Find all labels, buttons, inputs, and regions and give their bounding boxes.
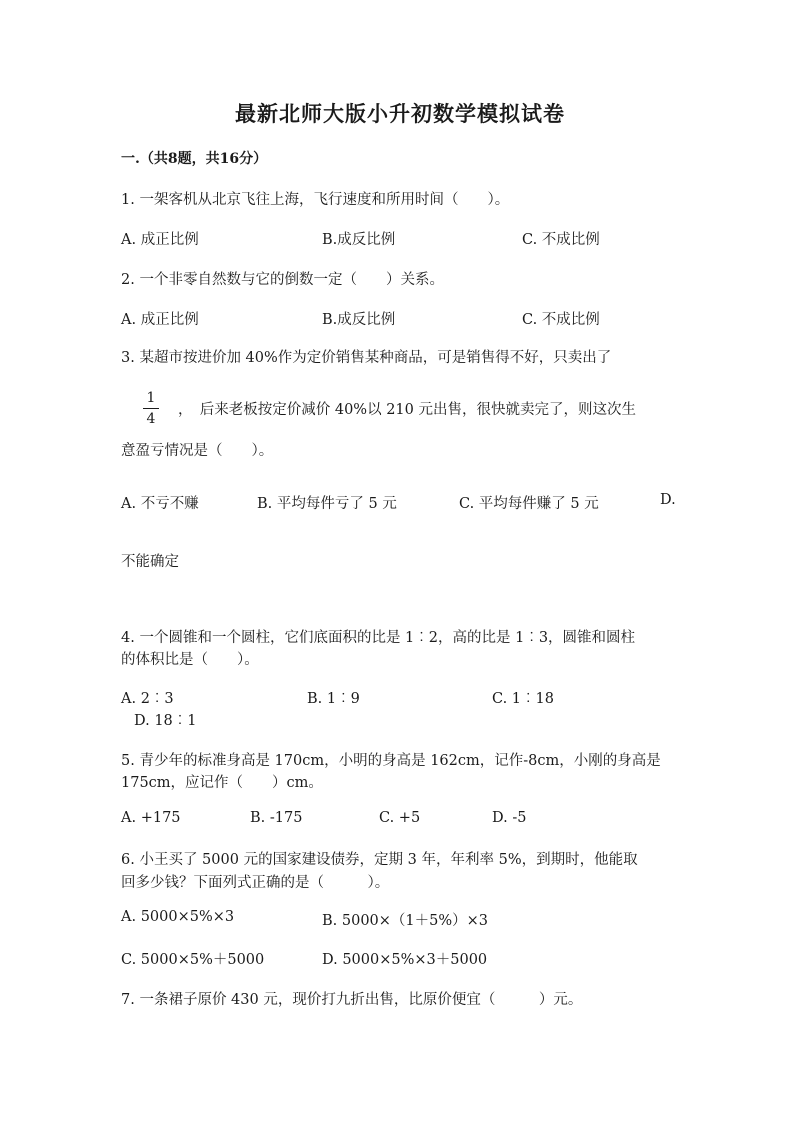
question-1-option-c: C. 不成比例 [522,232,600,248]
question-3-option-b: B. 平均每件亏了 5 元 [257,496,397,512]
question-3-option-c: C. 平均每件赚了 5 元 [459,496,599,512]
question-6-stem-line-2: 回多少钱？下面列式正确的是（ ）。 [121,875,390,891]
question-5-stem-line-2: 175cm，应记作（ ）cm。 [121,775,323,791]
question-5-option-a: A. +175 [121,810,181,826]
question-4-stem-line-1: 4. 一个圆锥和一个圆柱，它们底面积的比是 1︰2，高的比是 1︰3，圆锥和圆柱 [121,630,636,646]
question-1-option-a: A. 成正比例 [121,232,199,248]
question-6-option-b: B. 5000×（1＋5%）×3 [322,913,489,929]
question-2-option-b: B.成反比例 [322,312,396,328]
question-6-stem-line-1: 6. 小王买了 5000 元的国家建设债券，定期 3 年，年利率 5%，到期时，他能取 [121,852,638,868]
fraction-denominator: 4 [146,411,156,427]
question-6-option-a: A. 5000×5%×3 [121,909,235,925]
question-5-option-b: B. -175 [250,810,303,826]
question-4-option-a: A. 2︰3 [121,691,174,707]
question-4-option-c: C. 1︰18 [492,691,554,707]
question-2-option-c: C. 不成比例 [522,312,600,328]
fraction-bar [143,408,159,409]
question-2-option-a: A. 成正比例 [121,312,199,328]
question-5-option-c: C. +5 [379,810,421,826]
question-5-stem-line-1: 5. 青少年的标准身高是 170cm，小明的身高是 162cm，记作-8cm，小刚的身高是 [121,753,661,769]
question-4-stem-line-2: 的体积比是（ ）。 [121,652,259,668]
question-4-option-d: D. 18︰1 [134,713,197,729]
question-1-option-b: B.成反比例 [322,232,396,248]
question-2-stem: 2. 一个非零自然数与它的倒数一定（ ）关系。 [121,272,444,288]
question-1-stem: 1. 一架客机从北京飞往上海，飞行速度和所用时间（ ）。 [121,192,510,208]
page-title: 最新北师大版小升初数学模拟试卷 [235,101,565,126]
question-6-option-d: D. 5000×5%×3＋5000 [322,952,488,968]
question-3-option-a: A. 不亏不赚 [121,496,199,512]
question-3-option-d-text: 不能确定 [121,554,179,570]
question-5-option-d: D. -5 [492,810,527,826]
section-heading: 一.（共8题，共16分） [121,151,268,167]
question-3-stem-line-3: 意盈亏情况是（ ）。 [121,443,274,459]
question-6-option-c: C. 5000×5%＋5000 [121,952,265,968]
question-7-stem: 7. 一条裙子原价 430 元，现价打九折出售，比原价便宜（ ）元。 [121,992,583,1008]
question-3-stem-line-2: ， 后来老板按定价减价 40%以 210 元出售，很快就卖完了，则这次生 [178,402,636,418]
fraction-numerator: 1 [146,390,156,406]
question-3-stem-line-1: 3. 某超市按进价加 40%作为定价销售某种商品，可是销售得不好，只卖出了 [121,350,612,366]
question-4-option-b: B. 1︰9 [307,691,360,707]
question-3-option-d-label: D. [660,492,676,508]
fraction-one-quarter [143,390,159,427]
